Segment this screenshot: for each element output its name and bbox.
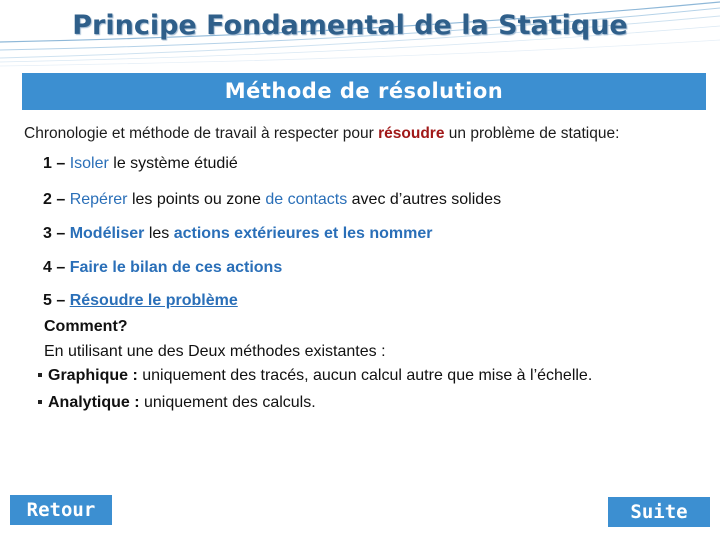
method-item-text: uniquement des tracés, aucun calcul autre que mise à l’échelle. (137, 367, 593, 384)
step-4 (43, 259, 282, 277)
step-keyword-2: de contacts (265, 191, 348, 208)
method-item-graphique (36, 367, 592, 385)
method-line: En utilisant une des Deux méthodes existantes : (44, 343, 386, 360)
bullet-icon (38, 400, 42, 404)
step-keyword: Résoudre le problème (69, 292, 238, 309)
intro-after: un problème de statique: (444, 125, 620, 142)
next-button[interactable]: Suite (608, 497, 710, 527)
step-text: le système étudié (108, 155, 238, 172)
step-keyword-2: actions extérieures et les nommer (173, 225, 433, 242)
step-keyword: Repérer (69, 191, 128, 208)
step-2 (43, 191, 501, 209)
method-item-text: uniquement des calculs. (139, 394, 316, 411)
intro-before: Chronologie et méthode de travail à respecter pour (24, 125, 379, 142)
step-number: 4 – (43, 259, 70, 276)
step-number: 2 – (43, 191, 70, 208)
step-number: 1 – (43, 155, 70, 172)
section-banner: Méthode de résolution (22, 73, 706, 110)
method-item-label: Graphique : (48, 367, 138, 384)
method-item-analytique (36, 394, 316, 412)
back-button[interactable]: Retour (10, 495, 112, 525)
step-number: 5 – (43, 292, 70, 309)
bullet-icon (38, 373, 42, 377)
step-keyword: Faire le bilan de ces actions (69, 259, 283, 276)
step-3 (43, 225, 433, 243)
step-text: les (144, 225, 174, 242)
intro-text (24, 125, 619, 143)
intro-keyword: résoudre (378, 125, 445, 142)
step-5 (43, 292, 238, 310)
step-1 (43, 155, 238, 173)
step-keyword: Modéliser (69, 225, 145, 242)
method-item-label: Analytique : (48, 394, 140, 411)
page-title: Principe Fondamental de la Statique (72, 10, 628, 41)
step-text-2: avec d’autres solides (347, 191, 502, 208)
step-number: 3 – (43, 225, 70, 242)
step-keyword: Isoler (69, 155, 109, 172)
step-text: les points ou zone (127, 191, 266, 208)
method-question: Comment? (44, 318, 128, 335)
